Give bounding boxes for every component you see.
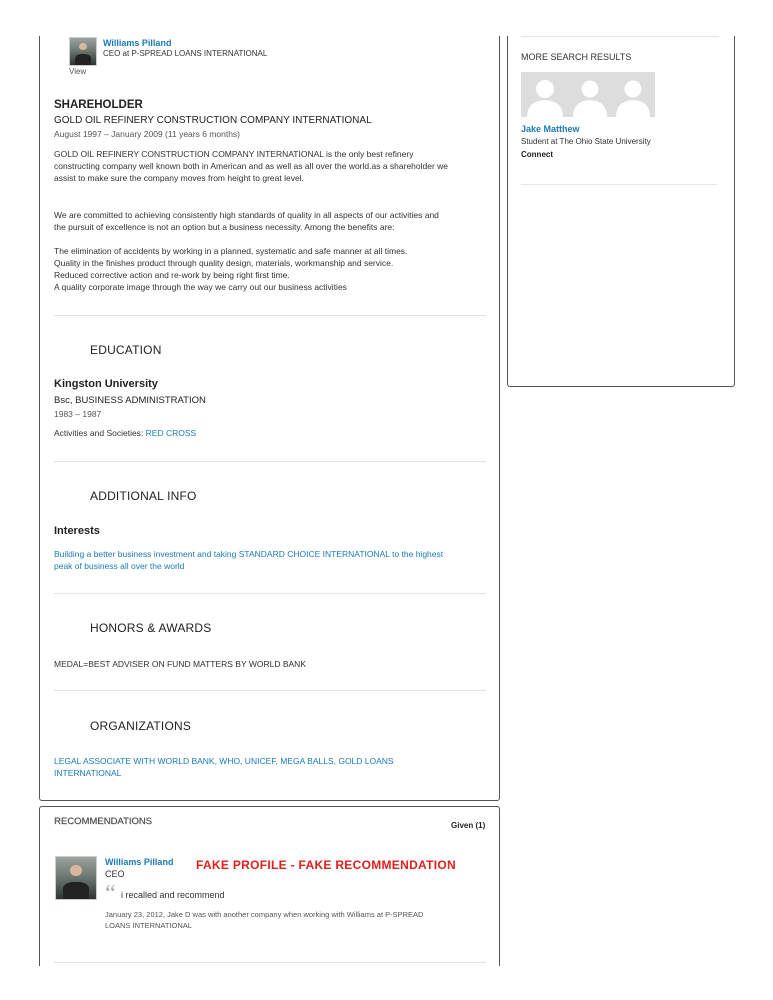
interests-text[interactable]: Building a better business investment and taking STANDARD CHOICE INTERNATIONAL to the highest peak of business all over the world [54,549,444,571]
ghost-avatar-icon[interactable] [612,72,655,117]
experience-description-p3: The elimination of accidents by working in a planned, systematic and safe manner at all times. Quality in the finishes product through quality design, materials, workmanship and service. Reduced corrective action and re-work by being right first time. A quality corporate image through the way we carry out our business activities [54,246,408,292]
section-divider [54,461,486,462]
sidebar-divider [521,184,717,185]
fake-annotation: FAKE PROFILE - FAKE RECOMMENDATION [196,858,456,872]
education-school: Kingston University [54,378,158,390]
experience-title: SHAREHOLDER [54,99,143,111]
section-divider [54,690,486,691]
recommendation-divider [54,962,486,963]
top-person-name[interactable]: Williams Pilland [103,38,172,48]
experience-dates: August 1997 – January 2009 (11 years 6 months) [54,129,241,139]
quote-icon: “ [105,881,116,907]
honors-heading: HONORS & AWARDS [90,621,212,635]
section-divider [54,593,486,594]
top-person-headline: CEO at P-SPREAD LOANS INTERNATIONAL [103,49,268,58]
recommendation-meta: January 23, 2012, Jake D was with another company when working with Williams at P-SPREAD LOANS INTERNATIONAL [105,910,424,930]
activities-value-link[interactable]: RED CROSS [145,428,197,438]
profile-photo-williams[interactable] [69,37,97,66]
sidebar-top-divider [521,36,719,37]
ghost-avatar-icon[interactable] [521,72,569,117]
section-divider [54,315,486,316]
education-years: 1983 – 1987 [54,409,102,419]
experience-description-p2: We are committed to achieving consistently high standards of quality in all aspects of our activities and the pursuit of excellence is not an option but a business necessity. Among the benefits are: [54,210,439,232]
activities-label: Activities and Societies: [54,428,144,438]
additional-info-heading: ADDITIONAL INFO [90,489,197,503]
connect-button[interactable]: Connect [521,150,553,159]
given-tab[interactable]: Given (1) [451,821,486,830]
sidebar-person-headline: Student at The Ohio State University [521,137,651,146]
view-link[interactable]: View [69,67,87,76]
honors-text: MEDAL=BEST ADVISER ON FUND MATTERS BY WORLD BANK [54,659,306,669]
recommender-title: CEO [105,869,125,879]
organizations-heading: ORGANIZATIONS [90,719,192,733]
education-degree: Bsc, BUSINESS ADMINISTRATION [54,395,206,406]
interests-label: Interests [54,525,100,537]
recommendations-heading: RECOMMENDATIONS [54,816,152,827]
ghost-avatar-icon[interactable] [569,72,612,117]
experience-description-p1: GOLD OIL REFINERY CONSTRUCTION COMPANY INTERNATIONAL is the only best refinery constructing company well known both in American and as well as all over the world.as a shareholder we assist to make sure the company moves from height to great level. [54,149,449,183]
sidebar-person-name[interactable]: Jake Matthew [521,124,580,134]
recommender-photo[interactable] [55,856,97,900]
recommender-name[interactable]: Williams Pilland [105,857,174,867]
sidebar-heading: MORE SEARCH RESULTS [521,52,632,62]
recommendation-text: i recalled and recommend [121,890,225,900]
organizations-text[interactable]: LEGAL ASSOCIATE WITH WORLD BANK, WHO, UNICEF, MEGA BALLS, GOLD LOANS INTERNATIONAL [54,756,394,778]
experience-company: GOLD OIL REFINERY CONSTRUCTION COMPANY INTERNATIONAL [54,115,372,126]
education-activities [54,428,196,438]
education-heading: EDUCATION [90,343,162,357]
